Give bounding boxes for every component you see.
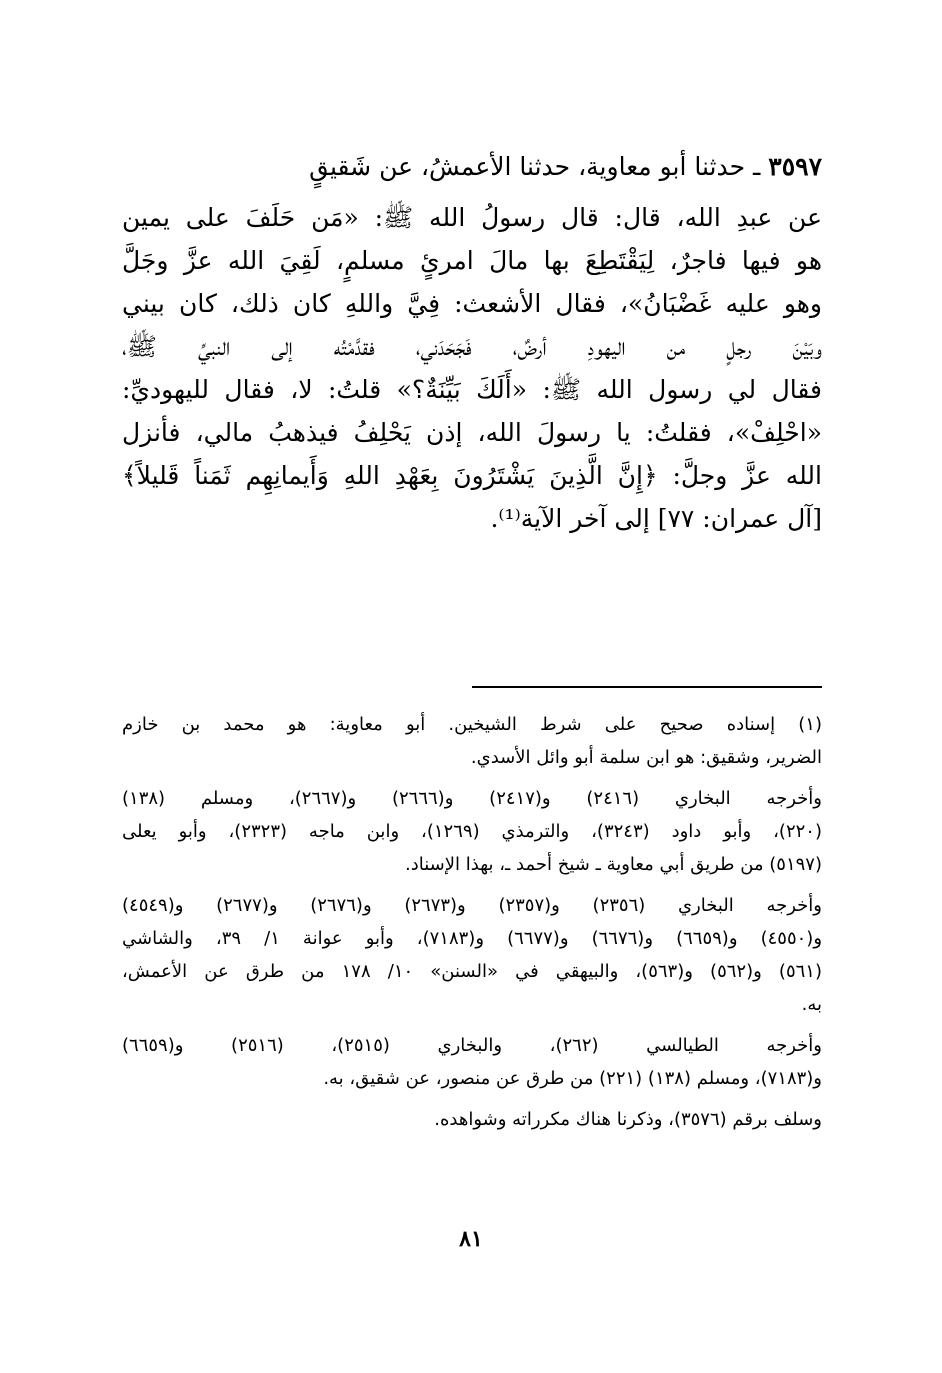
footnote-line: (٢٢٠)، وأبو داود (٣٢٤٣)، والترمذي (١٢٦٩)، وابن ماجه (٢٣٢٣)، وأبو يعلى <box>122 821 823 842</box>
hadith-line: عن عبدِ الله، قال: قال رسولُ الله ﷺ: «مَن حَلَفَ على يمين <box>122 203 822 232</box>
footnote-line: الضرير، وشقيق: هو ابن سلمة أبو وائل الأسدي. <box>470 747 822 768</box>
footnote-line: (٥١٩٧) من طريق أبي معاوية ـ شيخ أحمد ـ، بهذا الإسناد. <box>405 854 822 875</box>
hadith-line: هو فيها فاجرٌ، لِيَقْتَطِعَ بها مالَ امرئٍ مسلمٍ، لَقِيَ الله عزَّ وجَلَّ <box>122 246 822 275</box>
footnote-line: (١) إسناده صحيح على شرط الشيخين. أبو معاوية: هو محمد بن خازم <box>122 714 822 735</box>
page-number: ٨١ <box>459 1226 483 1252</box>
footnote-line: و(٧١٨٣)، ومسلم (١٣٨) (٢٢١) من طرق عن منصور، عن شقيق، به. <box>323 1068 822 1089</box>
hadith-text <box>122 145 822 540</box>
hadith-line: وهو عليه غَضْبَانُ»، فقال الأشعث: فِيَّ واللهِ كان ذلك، كان بيني <box>122 289 822 318</box>
footnote-paragraph <box>122 708 822 774</box>
footnote-line: وأخرجه البخاري (٢٣٥٦) و(٢٣٥٧) و(٢٦٧٣) و(٢٦٧٦) و(٢٦٧٧) و(٤٥٤٩) <box>122 895 822 916</box>
hadith-number: ٣٥٩٧ <box>768 152 822 181</box>
hadith-header-line <box>122 145 822 188</box>
footnote-line: وأخرجه الطيالسي (٢٦٢)، والبخاري (٢٥١٥)، (٢٥١٦) و(٦٦٥٩) <box>122 1035 822 1056</box>
footnote-line: وأخرجه البخاري (٢٤١٦) و(٢٤١٧) و(٢٦٦٦) و(٢٦٦٧)، ومسلم (١٣٨) <box>122 788 822 809</box>
hadith-line: [آل عمران: ٧٧] إلى آخر الآية⁽¹⁾. <box>490 504 822 533</box>
footnote-divider <box>472 686 822 688</box>
hadith-line: الله عزَّ وجلَّ: ﴿إِنَّ الَّذِينَ يَشْتَرُونَ بِعَهْدِ اللهِ وَأَيمانِهِم ثَمَناً قَليلاً﴾ <box>122 461 822 490</box>
footnote-paragraph <box>122 782 822 881</box>
hadith-line: وبَيْنَ رجلٍ من اليهودِ أرضٌ، فَجَحَدَني، فقدَّمْتُه إلى النبيِّ ﷺ، <box>122 332 822 361</box>
footnote-line: و(٤٥٥٠) و(٦٦٥٩) و(٦٦٧٦) و(٦٦٧٧) و(٧١٨٣)، وأبو عوانة ١/ ٣٩، والشاشي <box>122 928 823 949</box>
footnote-paragraph <box>122 1103 822 1136</box>
footnote-paragraph <box>122 1029 822 1095</box>
footnote-line: وسلف برقم (٣٥٧٦)، وذكرنا هناك مكرراته وشواهده. <box>434 1109 822 1130</box>
hadith-line: «احْلِفْ»، فقلتُ: يا رسولَ الله، إذن يَحْلِفُ فيذهبُ مالي، فأنزل <box>122 418 822 447</box>
footnote-line: (٥٦١) و(٥٦٢) و(٥٦٣)، والبيهقي في «السنن» ١٠/ ١٧٨ من طرق عن الأعمش، <box>122 961 822 982</box>
footnotes <box>122 708 822 1144</box>
footnote-line: به. <box>801 994 822 1015</box>
hadith-line: فقال لي رسول الله ﷺ: «أَلَكَ بَيِّنَةٌ؟» قلتُ: لا، فقال لليهوديِّ: <box>122 375 822 404</box>
footnote-paragraph <box>122 889 822 1021</box>
hadith-chain: ـ حدثنا أبو معاوية، حدثنا الأعمشُ، عن شَقيقٍ <box>309 152 761 181</box>
